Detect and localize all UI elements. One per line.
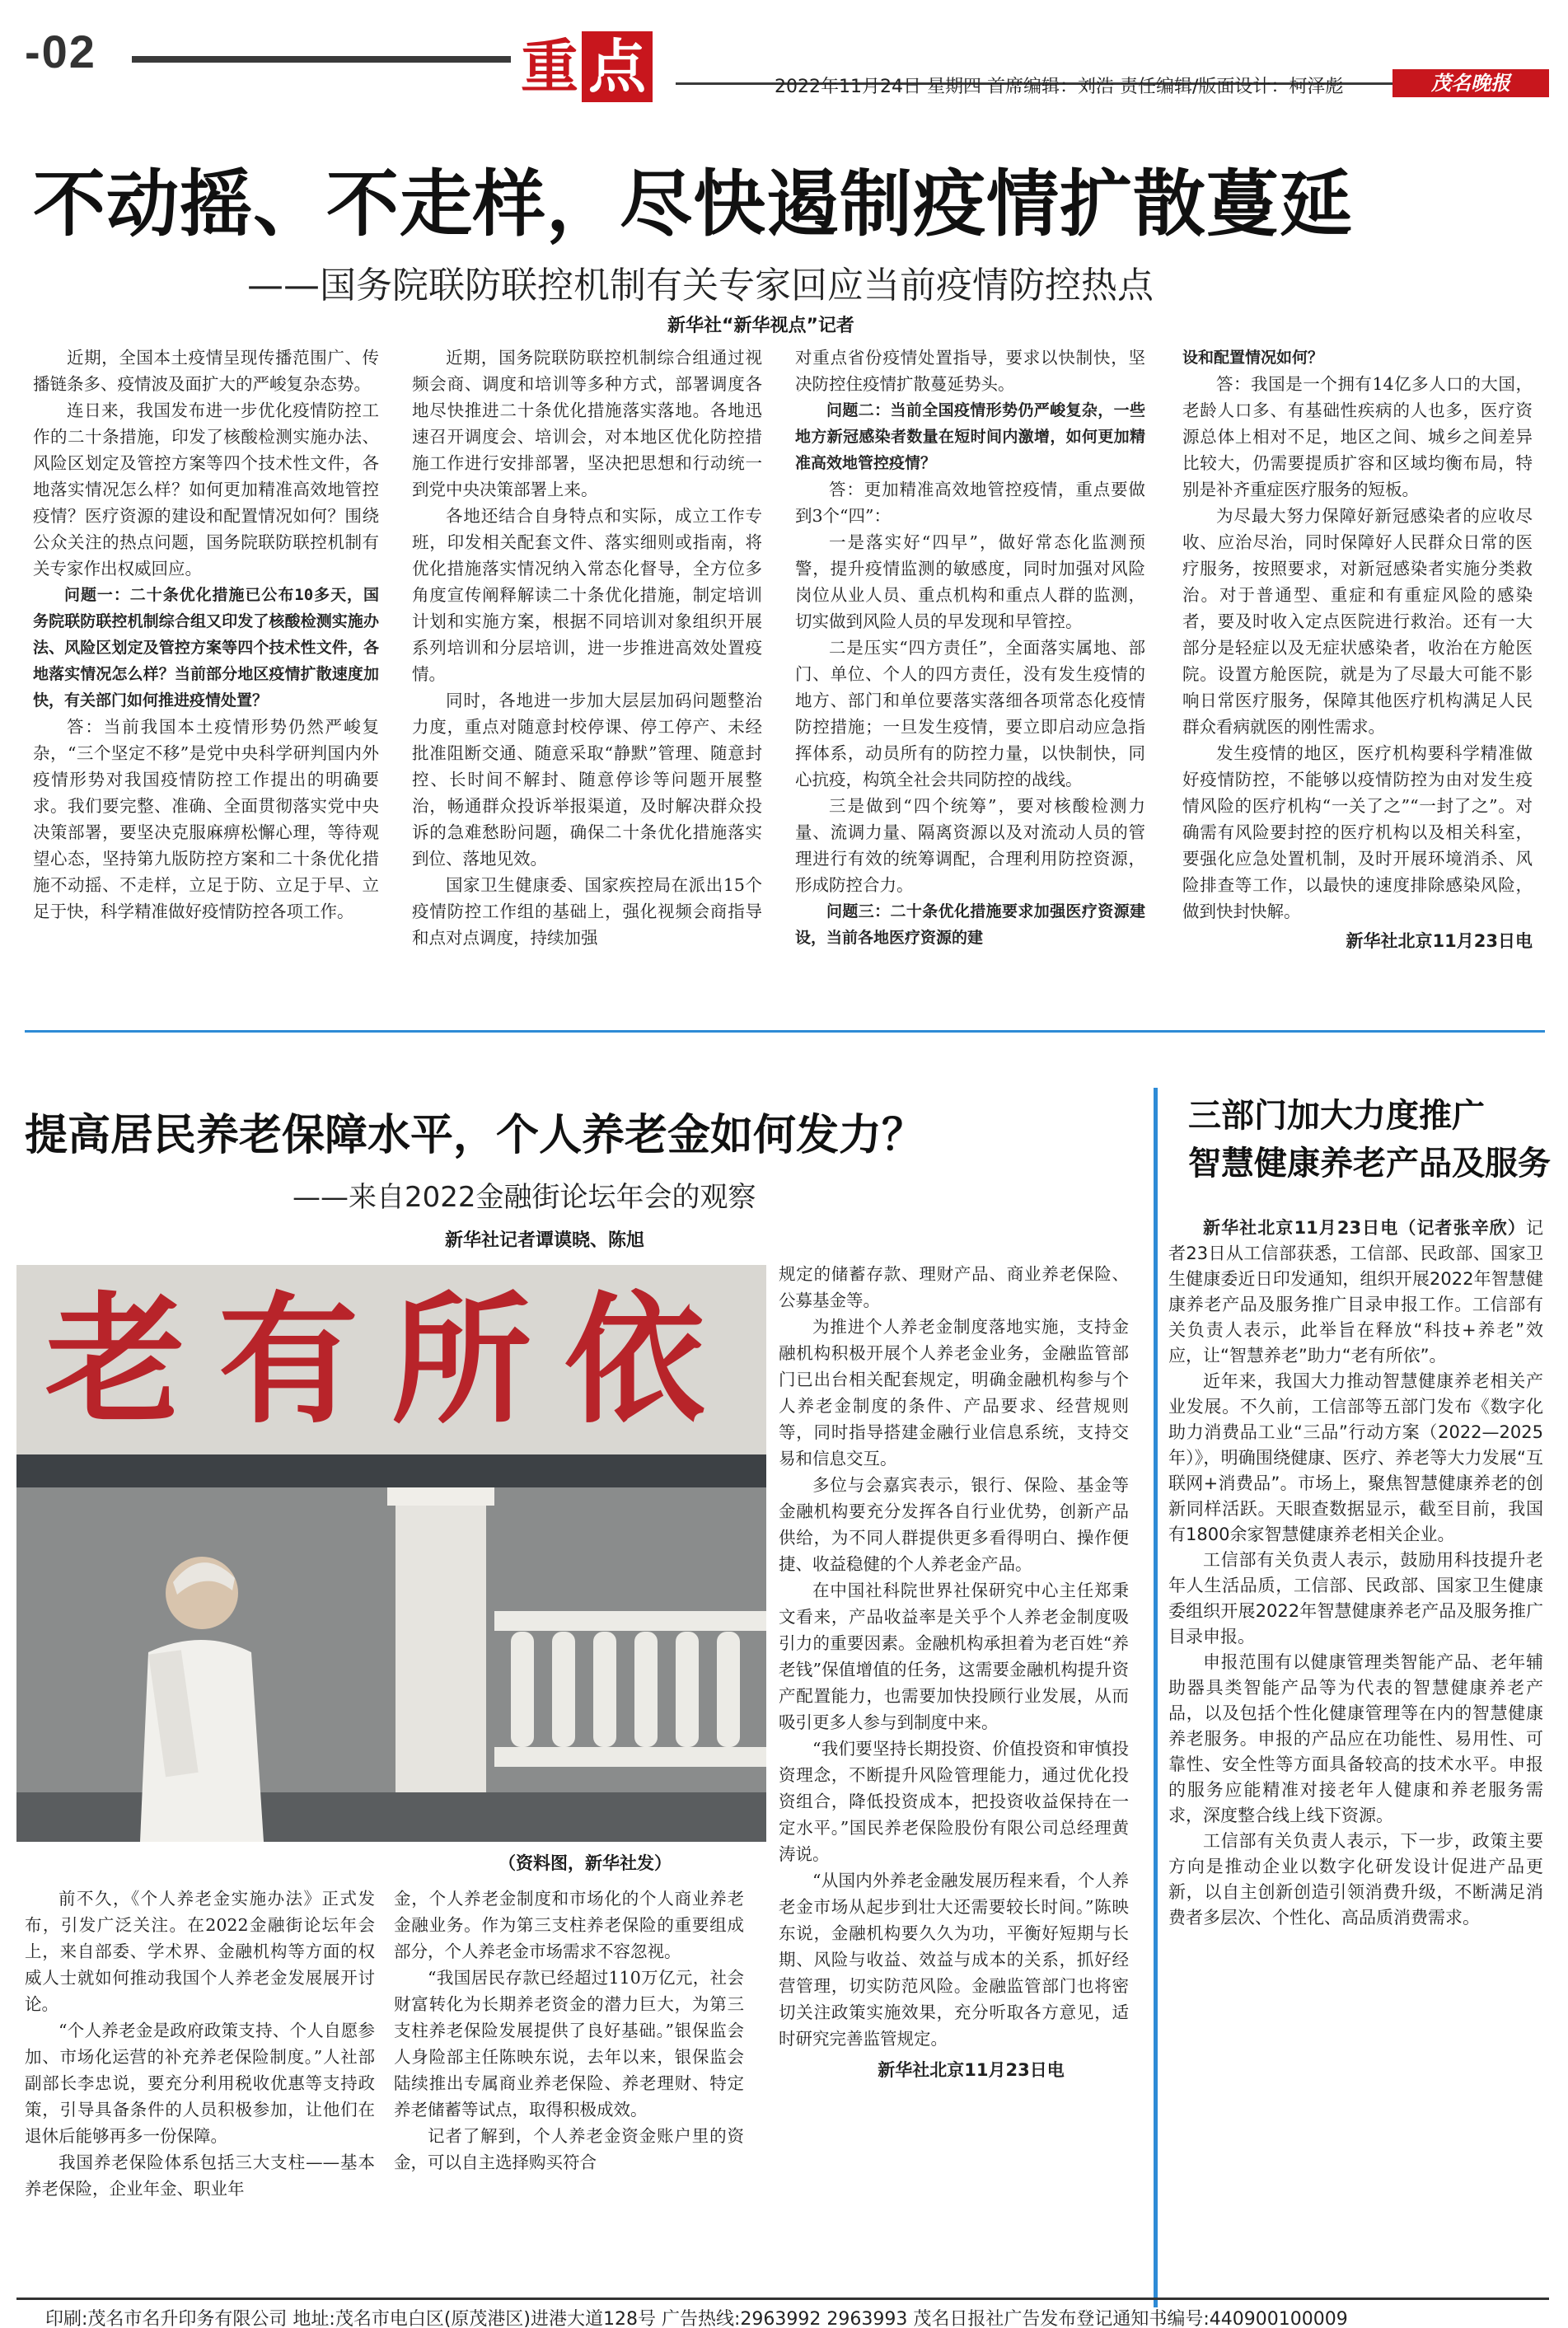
article2-signoff: 新华社北京11月23日电 — [878, 2060, 1065, 2080]
section-label — [521, 32, 653, 101]
photo-sign-text: 老有所依 — [44, 1278, 738, 1443]
paragraph: 各地还结合自身特点和实际，成立工作专班，印发相关配套文件、落实细则或指南，将优化措施落实情况纳入常态化督导，全方位多角度宣传阐释解读二十条优化措施，制定培训计划和实施方案，根据不同培训对象组织开展系列培训和分层培训，进一步推进高效处置疫情。 — [412, 506, 762, 684]
masthead-logo: 茂名晚报 — [1392, 69, 1549, 97]
page-number: -02 — [25, 26, 96, 77]
date-editor-line: 2022年11月24日 星期四 首席编辑：刘浩 责任编辑/版面设计：柯泽彪 — [775, 77, 1344, 97]
elderly-man-photo — [16, 1265, 766, 1842]
section-divider — [25, 1030, 1545, 1033]
footer-rule — [16, 2298, 1549, 2300]
paragraph: 金，个人养老金制度和市场化的个人商业养老金融业务。作为第三支柱养老保险的重要组成部分，个人养老金市场需求不容忽视。 — [394, 1889, 744, 1961]
paragraph: 在中国社科院世界社保研究中心主任郑秉文看来，产品收益率是关乎个人养老金制度吸引力的重要因素。金融机构承担着为老百姓“养老钱”保值增值的任务，这需要金融机构提升资产配置能力，也需要加快投顾行业发展，从而吸引更多人参与到制度中来。 — [779, 1581, 1129, 1732]
paragraph: 规定的储蓄存款、理财产品、商业养老保险、公募基金等。 — [779, 1264, 1129, 1310]
article1-signoff: 新华社北京11月23日电 — [1346, 931, 1533, 951]
article1-column-4 — [1182, 344, 1533, 954]
main-headline: 不动摇、不走样，尽快遏制疫情扩散蔓延 — [33, 162, 1354, 246]
paragraph: 多位与会嘉宾表示，银行、保险、基金等金融机构要充分发挥各自行业优势，创新产品供给，为不同人群提供更多看得明白、操作便捷、收益稳健的个人养老金产品。 — [779, 1475, 1129, 1574]
paragraph: 国家卫生健康委、国家疾控局在派出15个疫情防控工作组的基础上，强化视频会商指导和点对点调度，持续加强 — [412, 875, 762, 948]
paragraph — [1168, 1216, 1543, 1369]
question-3: 问题三：二十条优化措施要求加强医疗资源建设，当前各地医疗资源的建 — [795, 902, 1145, 947]
paragraph: 答：当前我国本土疫情形势仍然严峻复杂，“三个坚定不移”是党中央科学研判国内外疫情形势对我国疫情防控工作提出的明确要求。我们要完整、准确、全面贯彻落实党中央决策部署，要坚决克服麻痹松懈心理，等待观望心态，坚持第九版防控方案和二十条优化措施不动摇、不走样，立足于防、立足于早、立足于快，科学精准做好疫情防控各项工作。 — [33, 717, 379, 921]
paragraph: 近期，全国本土疫情呈现传播范围广、传播链条多、疫情波及面扩大的严峻复杂态势。 — [33, 348, 379, 394]
paragraph: 工信部有关负责人表示，鼓励用科技提升老年人生活品质，工信部、民政部、国家卫生健康委组织开展2022年智慧健康养老产品及服务推广目录申报。 — [1168, 1550, 1543, 1646]
paragraph: 答：我国是一个拥有14亿多人口的大国，老龄人口多、有基础性疾病的人也多，医疗资源总体上相对不足，地区之间、城乡之间差异比较大，仍需要提质扩容和区域均衡布局，特别是补齐重症医疗服务的短板。 — [1182, 374, 1533, 499]
paragraph: 答：更加精准高效地管控疫情，重点要做到3个“四”： — [795, 480, 1145, 526]
question-1: 问题一：二十条优化措施已公布10多天，国务院联防联控机制综合组又印发了核酸检测实施办法、风险区划定及管控方案等四个技术性文件，各地落实情况怎么样？当前部分地区疫情扩散速度加快，有关部门如何推进疫情处置？ — [33, 586, 379, 710]
paragraph: 二是压实“四方责任”，全面落实属地、部门、单位、个人的四方责任，没有发生疫情的地方、部门和单位要落实落细各项常态化疫情防控措施；一旦发生疫情，要立即启动应急指挥体系，动员所有的防控力量，以快制快，同心抗疫，构筑全社会共同防控的战线。 — [795, 638, 1145, 789]
paragraph: “从国内外养老金融发展历程来看，个人养老金市场从起步到壮大还需要较长时间。”陈映东说，金融机构要久久为功，平衡好短期与长期、风险与收益、效益与成本的关系，抓好经营管理，切实防范风险。金融监管部门也将密切关注政策实施效果，充分听取各方意见，适时研究完善监管规定。 — [779, 1871, 1129, 2049]
article3-dateline: 新华社北京11月23日电（记者张辛欣） — [1203, 1218, 1526, 1238]
article3-headline-line1: 三部门加大力度推广 — [1188, 1097, 1485, 1135]
paragraph: 记者了解到，个人养老金资金账户里的资金，可以自主选择购买符合 — [394, 2126, 744, 2172]
section-char-1: 重 — [521, 32, 578, 101]
article2-column-3 — [779, 1261, 1129, 2083]
paragraph: 工信部有关负责人表示，下一步，政策主要方向是推动企业以数字化研发设计促进产品更新，以自主创新创造引领消费升级，不断满足消费者多层次、个性化、高品质消费需求。 — [1168, 1831, 1543, 1928]
article2-headline: 提高居民养老保障水平，个人养老金如何发力？ — [25, 1111, 925, 1160]
paragraph: 三是做到“四个统筹”，要对核酸检测力量、流调力量、隔离资源以及对流动人员的管理进行有效的统筹调配，合理利用防控资源，形成防控合力。 — [795, 796, 1145, 895]
paragraph: 为推进个人养老金制度落地实施，支持金融机构积极开展个人养老金业务，金融监管部门已出台相关配套规定，明确金融机构参与个人养老金制度的条件、产品要求、经营规则等，同时指导搭建金融行业信息系统，支持交易和信息交互。 — [779, 1317, 1129, 1468]
article3-headline-line2: 智慧健康养老产品及服务 — [1188, 1145, 1551, 1183]
paragraph: 发生疫情的地区，医疗机构要科学精准做好疫情防控，不能够以疫情防控为由对发生疫情风险的医疗机构“一关了之”“一封了之”。对确需有风险要封控的医疗机构以及相关科室，要强化应急处置机制，及时开展环境消杀、风险排查等工作，以最快的速度排除感染风险，做到快封快解。 — [1182, 743, 1533, 921]
article1-column-2 — [412, 344, 762, 951]
paragraph: 前不久，《个人养老金实施办法》正式发布，引发广泛关注。在2022金融街论坛年会上，来自部委、学术界、金融机构等方面的权威人士就如何推动我国个人养老金发展展开讨论。 — [25, 1889, 375, 2014]
paragraph: 一是落实好“四早”，做好常态化监测预警，提升疫情监测的敏感度，同时加强对风险岗位从业人员、重点机构和重点人群的监测，切实做到风险人员的早发现和早管控。 — [795, 532, 1145, 631]
footer-imprint: 印刷:茂名市名升印务有限公司 地址:茂名市电白区(原茂港区)进港大道128号 广告热线:2963992 2963993 茂名日报社广告发布登记通知书编号:440900100009 — [45, 2309, 1348, 2328]
paragraph: 设和配置情况如何？ — [1182, 349, 1324, 367]
main-subheadline: ——国务院联防联控机制有关专家回应当前疫情防控热点 — [247, 265, 1154, 307]
paragraph: 我国养老保险体系包括三大支柱——基本养老保险，企业年金、职业年 — [25, 2152, 375, 2199]
paragraph: “我国居民存款已经超过110万亿元，社会财富转化为长期养老资金的潜力巨大，为第三支柱养老保险发展提供了良好基础。”银保监会人身险部主任陈映东说，去年以来，银保监会陆续推出专属商业养老保险、养老理财、特定养老储蓄等试点，取得积极成效。 — [394, 1968, 744, 2120]
paragraph: 为尽最大努力保障好新冠感染者的应收尽收、应治尽治，同时保障好人民群众日常的医疗服务，按照要求，对新冠感染者实施分类救治。对于普通型、重症和有重症风险的感染者，要及时收入定点医院进行救治。还有一大部分是轻症以及无症状感染者，收治在方舱医院。设置方舱医院，就是为了尽最大可能不影响日常医疗服务，保障其他医疗机构满足人民群众看病就医的刚性需求。 — [1182, 506, 1533, 737]
article1-column-1 — [33, 344, 379, 925]
article3-column — [1168, 1216, 1543, 1931]
article2-byline: 新华社记者谭谟晓、陈旭 — [445, 1230, 645, 1251]
header-rule — [132, 56, 511, 63]
article2-subheadline: ——来自2022金融街论坛年会的观察 — [293, 1181, 756, 1214]
photo-illustration — [16, 1265, 766, 1842]
paragraph-text: 记者23日从工信部获悉，工信部、民政部、国家卫生健康委近日印发通知，组织开展2022年智慧健康养老产品及服务推广目录申报工作。工信部有关负责人表示，此举旨在释放“科技+养老”效应，让“智慧养老”助力“老有所依”。 — [1168, 1218, 1543, 1365]
photo-caption: （资料图，新华社发） — [498, 1853, 672, 1873]
question-2: 问题二：当前全国疫情形势仍严峻复杂，一些地方新冠感染者数量在短时间内激增，如何更加精准高效地管控疫情？ — [795, 401, 1145, 472]
section-char-2: 点 — [582, 31, 653, 102]
article1-byline: 新华社“新华视点”记者 — [667, 316, 854, 336]
article3-headline — [1188, 1092, 1551, 1187]
article2-column-1 — [25, 1885, 375, 2202]
paragraph: 同时，各地进一步加大层层加码问题整治力度，重点对随意封校停课、停工停产、未经批准阻断交通、随意采取“静默”管理、随意封控、长时间不解封、随意停诊等问题开展整治，畅通群众投诉举报渠道，及时解决群众投诉的急难愁盼问题，确保二十条优化措施落实到位、落地见效。 — [412, 691, 762, 869]
paragraph: “我们要坚持长期投资、价值投资和审慎投资理念，不断提升风险管理能力，通过优化投资组合，降低投资成本，把投资收益保持在一定水平。”国民养老保险股份有限公司总经理黄涛说。 — [779, 1739, 1129, 1864]
paragraph: 对重点省份疫情处置指导，要求以快制快，坚决防控住疫情扩散蔓延势头。 — [795, 348, 1145, 394]
paragraph: “个人养老金是政府政策支持、个人自愿参加、市场化运营的补充养老保险制度。”人社部副部长李忠说，要充分利用税收优惠等支持政策，引导具备条件的人员积极参加，让他们在退休后能够再多一份保障。 — [25, 2021, 375, 2146]
article1-column-3 — [795, 344, 1145, 951]
paragraph: 申报范围有以健康管理类智能产品、老年辅助器具类智能产品等为代表的智慧健康养老产品，以及包括个性化健康管理等在内的智慧健康养老服务。申报的产品应在功能性、易用性、可靠性、安全性等方面具备较高的技术水平。申报的服务应能精准对接老年人健康和养老服务需求，深度整合线上线下资源。 — [1168, 1652, 1543, 1825]
paragraph: 近年来，我国大力推动智慧健康养老相关产业发展。不久前，工信部等五部门发布《数字化助力消费品工业“三品”行动方案（2022—2025年）》，明确围绕健康、医疗、养老等大力发展“互联网+消费品”。市场上，聚焦智慧健康养老的创新同样活跃。天眼查数据显示，截至目前，我国有1800余家智慧健康养老相关企业。 — [1168, 1371, 1543, 1544]
article2-column-2 — [394, 1885, 744, 2176]
column-divider — [1154, 1088, 1158, 2307]
paragraph: 近期，国务院联防联控机制综合组通过视频会商、调度和培训等多种方式，部署调度各地尽快推进二十条优化措施落实落地。各地迅速召开调度会、培训会，对本地区优化防控措施工作进行安排部署，坚决把思想和行动统一到党中央决策部署上来。 — [412, 348, 762, 499]
section-badge — [521, 30, 669, 104]
paragraph: 连日来，我国发布进一步优化疫情防控工作的二十条措施，印发了核酸检测实施办法、风险区划定及管控方案等四个技术性文件，各地落实情况怎么样？如何更加精准高效地管控疫情？医疗资源的建设和配置情况如何？围绕公众关注的热点问题，国务院联防联控机制有关专家作出权威回应。 — [33, 400, 379, 578]
